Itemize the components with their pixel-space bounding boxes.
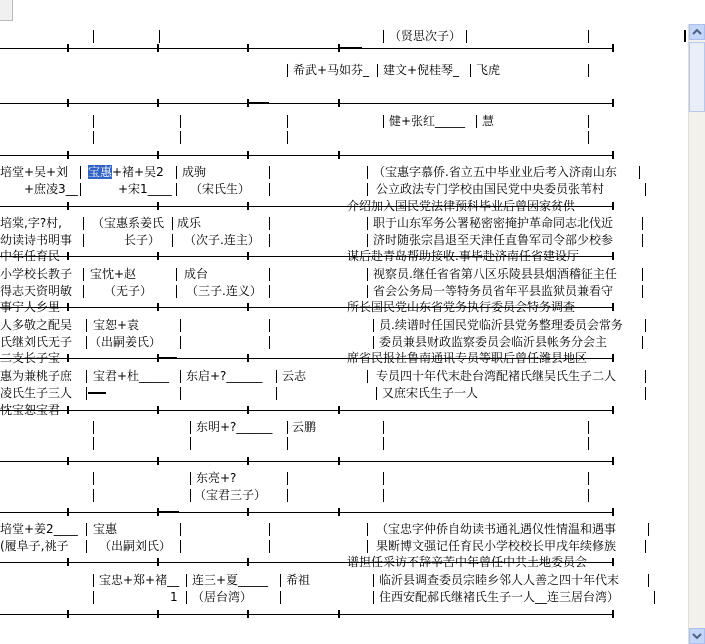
text-g4: 宝惠	[93, 522, 118, 536]
row-divider	[180, 319, 181, 332]
tick	[338, 151, 340, 159]
tick	[247, 303, 249, 311]
row-divider	[645, 387, 646, 400]
text-g4: 果断博文强记任育民小学校校长甲戌年续修族	[376, 539, 617, 553]
arrow-down-icon	[690, 629, 704, 643]
text-g1: 视察员.继任省省第八区乐陵县县烟酒稽征主任	[373, 267, 617, 281]
text-r0: （贤思次子）	[389, 29, 462, 43]
row-divider	[648, 574, 649, 587]
row-divider	[476, 115, 477, 128]
row-divider	[180, 336, 181, 349]
row-divider	[276, 387, 277, 400]
row-divider	[588, 489, 589, 502]
row-divider	[645, 183, 646, 196]
text-g2: 东明+?______	[196, 420, 273, 434]
row-divider	[383, 472, 384, 485]
tick	[67, 44, 69, 52]
text-g1: 云志	[282, 369, 307, 383]
tick	[67, 610, 69, 618]
text-r1b: 建文+倪桂琴_	[383, 63, 460, 77]
row-divider	[93, 421, 94, 434]
row-divider	[176, 285, 177, 298]
row-divider	[276, 370, 277, 383]
row-divider	[588, 472, 589, 485]
text-g1: 人多敬之配吴	[0, 318, 73, 332]
row-divider	[373, 336, 374, 349]
text-g4: （居台湾）	[192, 590, 253, 604]
text-r2b: 慧	[482, 114, 495, 128]
row-divider	[269, 285, 270, 298]
row-divider	[383, 489, 384, 502]
tick	[247, 354, 249, 362]
text-g4: （出嗣刘氏）	[99, 539, 172, 553]
text-g1: 职于山东军务公署秘密密掩护革命同志北伐近	[373, 216, 614, 230]
text-g2: 云鹏	[292, 420, 317, 434]
text-g1: （宋氏生）	[190, 182, 251, 196]
text-r1a: 希武+马如芬_	[293, 63, 370, 77]
tick	[338, 99, 340, 107]
tick	[67, 202, 69, 210]
row-divider	[80, 166, 81, 179]
text-g1: （无子）	[104, 284, 153, 298]
row-divider	[83, 217, 84, 230]
row-divider	[180, 131, 181, 144]
row-divider	[367, 285, 368, 298]
row-divider	[93, 574, 94, 587]
tick	[157, 303, 159, 311]
row-divider	[269, 319, 270, 332]
tick	[157, 99, 159, 107]
row-divider	[588, 421, 589, 434]
text-g1: （宝惠系姜氏	[92, 216, 165, 230]
tick	[247, 508, 249, 516]
row-divider	[367, 217, 368, 230]
row-divider	[287, 437, 288, 450]
tick	[612, 151, 614, 159]
tick	[247, 252, 249, 260]
row-divider	[373, 574, 374, 587]
rule	[0, 155, 614, 156]
text-g1: 成台	[184, 267, 209, 281]
scroll-thumb[interactable]	[689, 42, 705, 112]
text-g1: 宝恕+袁	[93, 318, 140, 332]
row-divider	[287, 421, 288, 434]
tick	[67, 252, 69, 260]
text-g1: 省会公务局一等特务员省年平县监狱员兼看守	[373, 284, 614, 298]
row-divider	[159, 30, 160, 43]
row-divider	[383, 30, 384, 43]
row-divider	[588, 131, 589, 144]
row-divider	[588, 64, 589, 77]
row-divider	[367, 540, 368, 553]
text-g1: 专员四十年代末赴台湾配褚氏继吴氏生子二人	[376, 369, 617, 383]
text-g1: （出嗣姜氏）	[89, 335, 162, 349]
row-divider	[466, 30, 467, 43]
tick	[157, 406, 159, 414]
row-divider	[93, 131, 94, 144]
row-divider	[287, 472, 288, 485]
tick	[157, 252, 159, 260]
rule	[0, 461, 614, 462]
text-g1: 氏继刘氏无子	[0, 335, 73, 349]
tick	[612, 610, 614, 618]
tab-mark	[159, 357, 177, 359]
tick	[612, 558, 614, 566]
text-g1: （三子.连义）	[186, 284, 262, 298]
row-divider	[367, 166, 368, 179]
row-divider	[367, 183, 368, 196]
tick	[247, 44, 249, 52]
row-divider	[172, 217, 173, 230]
row-divider	[376, 387, 377, 400]
text-g1: 委员兼县财政监察委员会临沂县帐务分会主	[379, 335, 608, 349]
row-divider	[190, 489, 191, 502]
tick	[67, 151, 69, 159]
text-g1: 培棠,字?村,	[0, 216, 62, 230]
text-r2a: 健+张红_____	[389, 114, 466, 128]
row-divider	[176, 166, 177, 179]
row-divider	[645, 540, 646, 553]
tick	[67, 508, 69, 516]
tick	[612, 457, 614, 465]
rule	[0, 512, 614, 513]
row-divider	[180, 540, 181, 553]
row-divider	[190, 421, 191, 434]
row-divider	[86, 387, 87, 400]
tick	[247, 151, 249, 159]
rule	[0, 103, 614, 104]
text-g1: 成乐	[177, 216, 202, 230]
row-divider	[645, 370, 646, 383]
tab-mark	[159, 511, 179, 513]
text-g1: 公立政法专门学校由国民党中央委员张苇村	[376, 182, 605, 196]
row-divider	[639, 166, 640, 179]
text-g1: 宝忱+赵	[90, 267, 137, 281]
tab-mark	[88, 392, 106, 394]
row-divider	[287, 115, 288, 128]
text-g1: 二支长子宝	[0, 351, 61, 365]
row-divider	[80, 183, 81, 196]
text-g1: 得志天资明敏	[0, 284, 73, 298]
row-divider	[367, 370, 368, 383]
row-divider	[86, 540, 87, 553]
row-divider	[588, 437, 589, 450]
tick	[67, 303, 69, 311]
row-divider	[269, 234, 270, 247]
text-g1: 介绍加入国民党法律预科毕业后曾因家贫供	[347, 199, 576, 213]
row-divider	[287, 131, 288, 144]
row-divider	[269, 183, 270, 196]
text-g3: （宝君三子）	[194, 488, 267, 502]
row-divider	[190, 472, 191, 485]
tick	[67, 354, 69, 362]
row-divider	[186, 574, 187, 587]
text-g1: 中年任育民	[0, 249, 61, 263]
tick	[338, 406, 340, 414]
scroll-down-button[interactable]	[689, 628, 705, 644]
selected-text[interactable]: 宝惠	[88, 165, 113, 179]
text-g4: 连三+夏_____	[192, 573, 269, 587]
rule	[0, 410, 614, 411]
tick	[67, 406, 69, 414]
text-g1: 忱宝恕宝君	[0, 403, 61, 417]
row-divider	[642, 336, 643, 349]
text-g1: 席省民报社鲁南通讯专员等职后曾任潍县地区	[347, 351, 588, 365]
tick	[612, 202, 614, 210]
text-g4: 希祖	[286, 573, 311, 587]
text-g1: （次子.连主）	[184, 233, 260, 247]
text-g1: 事宁人乡里	[0, 300, 61, 314]
row-divider	[190, 437, 191, 450]
tick	[67, 99, 69, 107]
row-divider	[93, 437, 94, 450]
text-g1: 济时随张宗昌退至天津任直鲁军司令部少校参	[373, 233, 614, 247]
tick	[157, 202, 159, 210]
text-g1: 东启+?______	[186, 369, 263, 383]
arrow-up-icon	[690, 25, 704, 39]
row-divider	[180, 523, 181, 536]
row-divider	[269, 523, 270, 536]
row-divider	[280, 591, 281, 604]
row-divider	[86, 370, 87, 383]
text-g1: 谋后赴青岛帮助接收.事毕赴济南任省建设厅	[347, 249, 579, 263]
tick	[612, 44, 614, 52]
row-divider	[269, 336, 270, 349]
tick	[67, 558, 69, 566]
row-divider	[287, 489, 288, 502]
row-divider	[86, 523, 87, 536]
row-divider	[367, 234, 368, 247]
tick	[338, 508, 340, 516]
row-divider	[269, 217, 270, 230]
scroll-up-button[interactable]	[689, 24, 705, 40]
text-g1: （宝惠字慕侨.省立五中毕业业后考入济南山东	[373, 165, 617, 179]
text-g1: 小学校长教子	[0, 267, 73, 281]
text-g1: +褚+吴2	[112, 165, 164, 179]
vertical-scrollbar[interactable]	[688, 24, 705, 644]
row-divider	[180, 115, 181, 128]
text-g4: (履阜子,祧子	[0, 539, 69, 553]
text-g1: 惠为兼桃子庶	[0, 369, 73, 383]
row-divider	[83, 234, 84, 247]
text-g4: 临沂县调查委员宗睦乡邻人人善之四十年代末	[379, 573, 620, 587]
row-divider	[287, 64, 288, 77]
tick	[157, 610, 159, 618]
tab-mark	[249, 102, 269, 104]
text-g4: （宝忠字仲侨自幼读书通礼遇仪性情温和遇事	[376, 522, 617, 536]
tick	[247, 457, 249, 465]
tick	[338, 457, 340, 465]
tick	[157, 558, 159, 566]
tick	[157, 457, 159, 465]
text-g1: 宝君+杜_____	[93, 369, 170, 383]
tick	[612, 252, 614, 260]
row-divider	[93, 30, 94, 43]
row-divider	[93, 591, 94, 604]
row-divider	[383, 437, 384, 450]
tick	[338, 610, 340, 618]
row-divider	[93, 115, 94, 128]
text-g1: 培堂+吴+刘	[0, 165, 69, 179]
text-g1: 成驹	[182, 165, 207, 179]
tick	[612, 354, 614, 362]
tick	[247, 406, 249, 414]
text-g1: 幼读诗书明事	[0, 233, 73, 247]
tick	[247, 610, 249, 618]
row-divider	[180, 370, 181, 383]
text-g1: 所长国民党山东省党务执行委员会特务调查	[347, 300, 576, 314]
row-divider	[180, 387, 181, 400]
row-divider	[642, 217, 643, 230]
tick	[612, 508, 614, 516]
text-r1c: 飞虎	[476, 63, 501, 77]
row-divider	[367, 268, 368, 281]
tab-mark	[340, 47, 362, 49]
text-g4: 宝忠+郑+褚__	[99, 573, 180, 587]
row-divider	[367, 523, 368, 536]
rule	[0, 614, 614, 615]
row-divider	[373, 319, 374, 332]
text-g1: 凌氏生子三人	[0, 386, 73, 400]
row-divider	[269, 540, 270, 553]
row-divider	[377, 64, 378, 77]
row-divider	[83, 285, 84, 298]
row-divider	[86, 336, 87, 349]
row-divider	[642, 268, 643, 281]
tick	[612, 406, 614, 414]
row-divider	[645, 319, 646, 332]
row-divider	[172, 234, 173, 247]
row-divider	[383, 421, 384, 434]
row-divider	[588, 115, 589, 128]
tick	[247, 558, 249, 566]
text-g1: 又庶宋氏生子一人	[382, 386, 479, 400]
corner-box	[0, 0, 13, 21]
row-divider	[186, 591, 187, 604]
row-divider	[83, 268, 84, 281]
row-divider	[383, 115, 384, 128]
rule	[0, 48, 614, 49]
row-divider	[93, 472, 94, 485]
tick	[157, 151, 159, 159]
row-divider	[654, 591, 655, 604]
row-divider	[269, 268, 270, 281]
tick	[612, 99, 614, 107]
edge-mark	[684, 30, 686, 42]
row-divider	[373, 591, 374, 604]
row-divider	[280, 574, 281, 587]
text-g1: +宋1____	[118, 182, 172, 196]
row-divider	[93, 489, 94, 502]
text-g4: 培堂+姜2____	[0, 522, 78, 536]
text-g4: 谱担任采访不辞辛苦中年曾任中共土地委员会	[347, 555, 588, 569]
row-divider	[642, 234, 643, 247]
row-divider	[642, 285, 643, 298]
text-g3: 东亮+?	[196, 471, 237, 485]
row-divider	[269, 166, 270, 179]
tick	[247, 202, 249, 210]
tick	[157, 44, 159, 52]
text-g4: 1	[170, 590, 178, 604]
text-g1: +庶凌3__	[24, 182, 78, 196]
row-divider	[648, 523, 649, 536]
row-divider	[588, 30, 589, 43]
text-g1: 长子）	[124, 233, 161, 247]
text-g1: 员.续谱时任国民党临沂县党务整理委员会常务	[379, 318, 623, 332]
row-divider	[176, 183, 177, 196]
row-divider	[86, 319, 87, 332]
tick	[612, 303, 614, 311]
row-divider	[470, 64, 471, 77]
tick	[67, 457, 69, 465]
scrollbar-top-strip	[688, 0, 705, 24]
text-g4: 住西安配郝氏继褚氏生子一人__连三居台湾）	[379, 590, 620, 604]
row-divider	[176, 268, 177, 281]
